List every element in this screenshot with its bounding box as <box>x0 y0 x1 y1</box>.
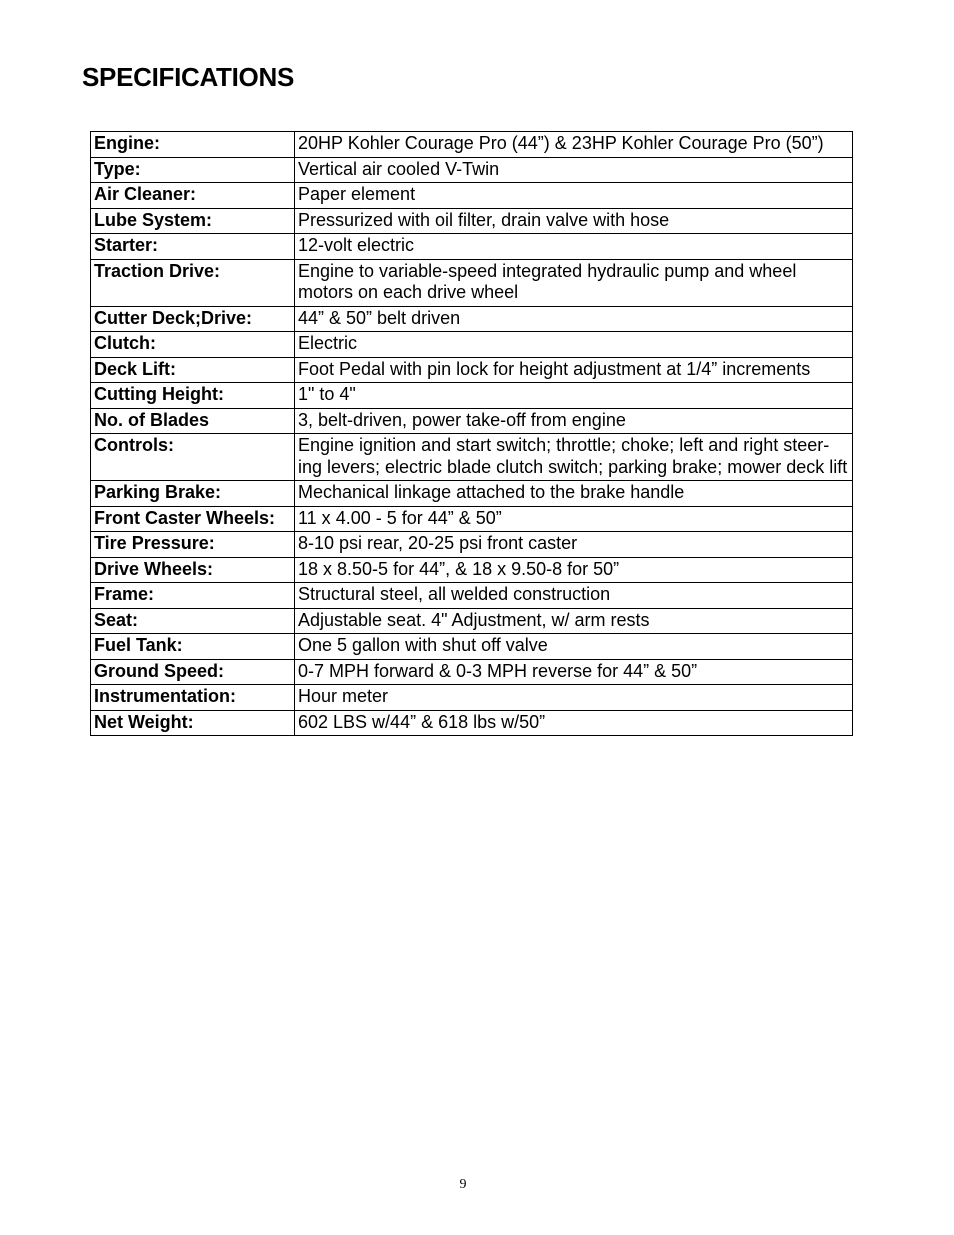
table-row <box>91 157 853 183</box>
spec-value: Vertical air cooled V-Twin <box>295 157 853 183</box>
table-row <box>91 506 853 532</box>
spec-value: 12-volt electric <box>295 234 853 260</box>
table-row <box>91 208 853 234</box>
table-row <box>91 634 853 660</box>
spec-label: Clutch: <box>91 332 295 358</box>
specifications-table <box>90 131 853 736</box>
spec-value: 11 x 4.00 - 5 for 44” & 50” <box>295 506 853 532</box>
spec-label: Parking Brake: <box>91 481 295 507</box>
spec-label: Controls: <box>91 434 295 481</box>
spec-label: Seat: <box>91 608 295 634</box>
table-row <box>91 383 853 409</box>
table-row <box>91 306 853 332</box>
table-row <box>91 685 853 711</box>
page-number: 9 <box>459 1177 467 1192</box>
table-row <box>91 583 853 609</box>
spec-label: Air Cleaner: <box>91 183 295 209</box>
spec-label: Starter: <box>91 234 295 260</box>
spec-value: 44” & 50” belt driven <box>295 306 853 332</box>
spec-label: Front Caster Wheels: <box>91 506 295 532</box>
spec-label: Deck Lift: <box>91 357 295 383</box>
spec-value: Pressurized with oil filter, drain valve with hose <box>295 208 853 234</box>
table-row <box>91 183 853 209</box>
table-row <box>91 557 853 583</box>
table-row <box>91 132 853 158</box>
table-row <box>91 259 853 306</box>
spec-label: Ground Speed: <box>91 659 295 685</box>
table-row <box>91 357 853 383</box>
spec-value: 0-7 MPH forward & 0-3 MPH reverse for 44” & 50” <box>295 659 853 685</box>
spec-value: 20HP Kohler Courage Pro (44”) & 23HP Kohler Courage Pro (50”) <box>295 132 853 158</box>
table-row <box>91 710 853 736</box>
spec-value: Structural steel, all welded construction <box>295 583 853 609</box>
spec-value: 18 x 8.50-5 for 44”, & 18 x 9.50-8 for 50” <box>295 557 853 583</box>
spec-value: 8-10 psi rear, 20-25 psi front caster <box>295 532 853 558</box>
spec-label: Instrumentation: <box>91 685 295 711</box>
table-row <box>91 532 853 558</box>
spec-label: Cutter Deck;Drive: <box>91 306 295 332</box>
spec-label: Fuel Tank: <box>91 634 295 660</box>
spec-value: One 5 gallon with shut off valve <box>295 634 853 660</box>
table-row <box>91 408 853 434</box>
spec-value: 1" to 4" <box>295 383 853 409</box>
spec-value: Engine ignition and start switch; throttle; choke; left and right steer-ing levers; electric blade clutch switch; parking brake; mower deck lift <box>295 434 853 481</box>
spec-label: Tire Pressure: <box>91 532 295 558</box>
spec-label: Frame: <box>91 583 295 609</box>
spec-value: Engine to variable-speed integrated hydraulic pump and wheel motors on each drive wheel <box>295 259 853 306</box>
table-row <box>91 481 853 507</box>
table-row <box>91 608 853 634</box>
table-row <box>91 434 853 481</box>
spec-value: Mechanical linkage attached to the brake handle <box>295 481 853 507</box>
table-row <box>91 234 853 260</box>
spec-value: 3, belt-driven, power take-off from engine <box>295 408 853 434</box>
spec-value: 602 LBS w/44” & 618 lbs w/50” <box>295 710 853 736</box>
spec-label: Type: <box>91 157 295 183</box>
spec-value: Hour meter <box>295 685 853 711</box>
table-row <box>91 659 853 685</box>
spec-value: Foot Pedal with pin lock for height adjustment at 1/4” increments <box>295 357 853 383</box>
spec-label: Engine: <box>91 132 295 158</box>
spec-label: Net Weight: <box>91 710 295 736</box>
spec-label: Cutting Height: <box>91 383 295 409</box>
spec-label: No. of Blades <box>91 408 295 434</box>
spec-label: Drive Wheels: <box>91 557 295 583</box>
spec-value: Paper element <box>295 183 853 209</box>
page-title: SPECIFICATIONS <box>82 62 295 92</box>
spec-value: Adjustable seat. 4" Adjustment, w/ arm rests <box>295 608 853 634</box>
spec-label: Traction Drive: <box>91 259 295 306</box>
specifications-table-body <box>91 132 853 736</box>
spec-label: Lube System: <box>91 208 295 234</box>
spec-value: Electric <box>295 332 853 358</box>
table-row <box>91 332 853 358</box>
